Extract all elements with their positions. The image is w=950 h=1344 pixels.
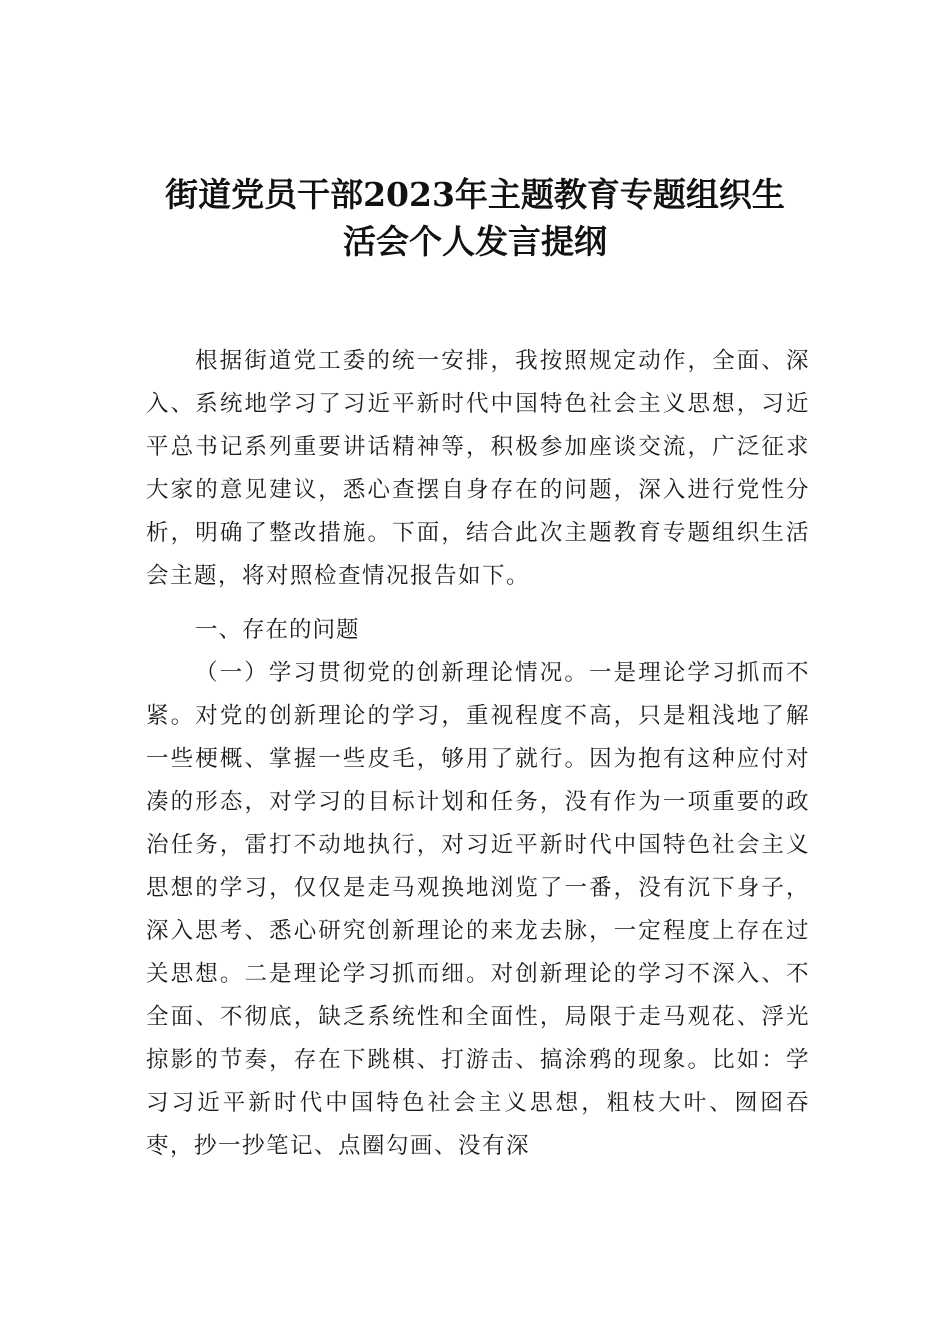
intro-paragraph: 根据街道党工委的统一安排，我按照规定动作，全面、深入、系统地学习了习近平新时代中国特色社会主义思想，习近平总书记系列重要讲话精神等，积极参加座谈交流，广泛征求大家的意见建议，悉心查摆自身存在的问题，深入进行党性分析，明确了整改措施。下面，结合此次主题教育专题组织生活会主题，将对照检查情况报告如下。 (146, 348, 810, 589)
document-title-line-2: 活会个人发言提纲 (343, 222, 607, 261)
section-heading: 一、存在的问题 (195, 617, 360, 643)
section-paragraph: （一）学习贯彻党的创新理论情况。一是理论学习抓而不紧。对党的创新理论的学习，重视程度不高，只是粗浅地了解一些梗概、掌握一些皮毛，够用了就行。因为抱有这种应付对凑的形态，对学习的目标计划和任务，没有作为一项重要的政治任务，雷打不动地执行，对习近平新时代中国特色社会主义思想的学习，仅仅是走马观换地浏览了一番，没有沉下身子，深入思考、悉心研究创新理论的来龙去脉，一定程度上存在过关思想。二是理论学习抓而细。对创新理论的学习不深入、不全面、不彻底，缺乏系统性和全面性，局限于走马观花、浮光掠影的节奏，存在下跳棋、打游击、搞涂鸦的现象。比如：学习习近平新时代中国特色社会主义思想，粗枝大叶、囫囵吞枣，抄一抄笔记、点圈勾画、没有深 (146, 660, 810, 1159)
document-title-line-1: 街道党员干部2023年主题教育专题组织生 (165, 175, 785, 214)
